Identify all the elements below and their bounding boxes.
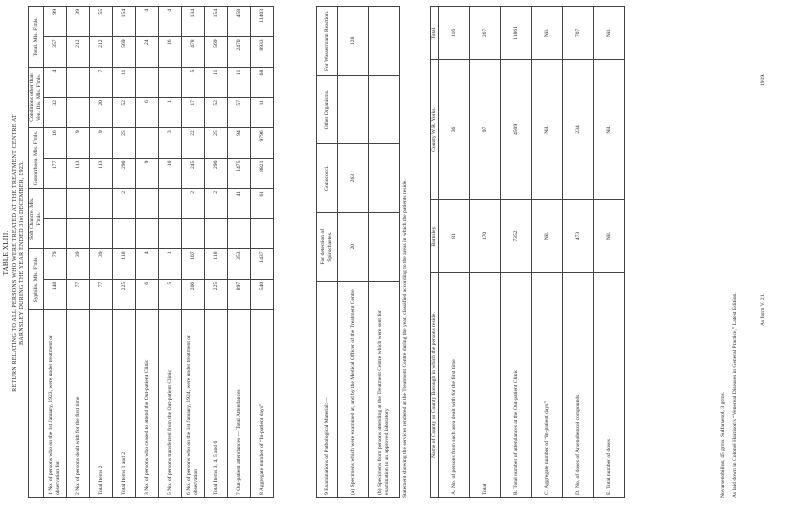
wass-value: 128 (338, 7, 369, 76)
row-label: 3 No. of persons who ceased to attend the Out-patient Clinic (136, 310, 159, 498)
cell-value: 22 (182, 128, 205, 158)
col-area: Name of County or County Borough in which the persons reside. (431, 273, 439, 498)
cell-value: 5 (159, 279, 182, 309)
col-total: Total. Mls. F'mls. (29, 7, 44, 68)
area-row-label: E. Total number of doses (594, 273, 625, 498)
cell-value: 94 (228, 128, 251, 158)
cell-value: 212 (67, 37, 90, 67)
area-cell-value: Nil. (532, 200, 563, 273)
cell-value: 11 (228, 67, 251, 97)
area-cell-value: Nil. (532, 59, 563, 199)
area-cell-value: Nil. (532, 7, 563, 60)
cell-value (67, 67, 90, 97)
area-cell-value: 473 (563, 200, 594, 273)
cell-value: 107 (182, 249, 205, 279)
cell-value: 8933 (251, 37, 274, 67)
cell-value: 11 (205, 67, 228, 97)
col-wr-yorks: County W.R. Yorks. (431, 59, 439, 199)
cell-value: 225 (113, 279, 136, 309)
cell-value: 16 (44, 128, 67, 158)
cell-value: 118 (205, 249, 228, 279)
cell-value (90, 188, 113, 218)
table-row (228, 7, 251, 498)
spiro-value: 20 (338, 212, 369, 281)
cell-value (136, 188, 159, 218)
col-gonococci: Gonococci. (317, 144, 338, 213)
area-cell-value: 11861 (501, 7, 532, 60)
cell-value (67, 98, 90, 128)
cell-value: 20 (90, 98, 113, 128)
cell-value: 113 (67, 158, 90, 188)
row-label: 5 No. of persons transferred from the Out-patient Clinic (159, 310, 182, 498)
cell-value: 245 (182, 158, 205, 188)
row-label: Total Items 3, 4, 5 and 6 (205, 310, 228, 498)
cell-value: 154 (113, 7, 136, 37)
area-cell-value: 4509 (501, 59, 532, 199)
cell-value: 357 (44, 37, 67, 67)
cell-value: 9 (90, 128, 113, 158)
table-row (439, 7, 470, 498)
cell-value: 5 (182, 67, 205, 97)
cell-value (159, 67, 182, 97)
gono-value: 263 (338, 144, 369, 213)
table-row (182, 7, 205, 498)
cell-value (159, 219, 182, 249)
area-cell-value: 97 (470, 59, 501, 199)
area-row-label: A. No. of persons from such area dealt with for the first time (439, 273, 470, 498)
cell-value: 11 (113, 67, 136, 97)
cell-value: 154 (205, 7, 228, 37)
cell-value (136, 219, 159, 249)
cell-value: 61 (251, 188, 274, 218)
cell-value: 9 (67, 128, 90, 158)
cell-value: 2470 (228, 37, 251, 67)
cell-value: 540 (251, 279, 274, 309)
cell-value: 134 (182, 7, 205, 37)
cell-value: 32 (44, 98, 67, 128)
cell-value: 68 (251, 67, 274, 97)
area-cell-value: 7352 (501, 200, 532, 273)
cell-value: 11 (251, 98, 274, 128)
col-barnsley: Barnsley. (431, 200, 439, 273)
area-cell-value: 170 (470, 200, 501, 273)
col-syphilis: Syphilis. Mls. F'mls. (29, 249, 44, 310)
report-title: RETURN RELATING TO ALL PERSONS WHO WERE TREATED AT THE TREATMENT CENTRE AT (11, 114, 18, 392)
cell-value (113, 219, 136, 249)
table-row (67, 7, 90, 498)
cell-value: 1 (159, 249, 182, 279)
table-row (159, 7, 182, 498)
cell-value: 4 (44, 67, 67, 97)
cell-value (182, 219, 205, 249)
table-row (563, 7, 594, 498)
cell-value: 9796 (251, 128, 274, 158)
cell-value: 39 (67, 249, 90, 279)
table-number: TABLE XLIII. (2, 230, 10, 276)
gono-b (369, 144, 400, 213)
row-label: 6 No. of persons who on the 1st January, 1924, were under treatment or observation (182, 310, 205, 498)
cell-value: 569 (205, 37, 228, 67)
cell-value: 79 (44, 249, 67, 279)
col-other-organisms: Other Organisms. (317, 75, 338, 144)
pathology-row-a: (a) Specimens which were examined at, and by the Medical Officer of the Treatment Centre (338, 281, 369, 497)
cell-value (136, 67, 159, 97)
row-label: 7 Out-patient attendances — Total Attendances (228, 310, 251, 498)
col-gonorrhoea: Gonorrhoea. Mls. F'mls. (29, 128, 44, 189)
drugs-used: Novarsenobillon, 45 grms. Sulfarsenol, 3 grms. (720, 391, 726, 498)
area-row-label: B. Total number of attendances at the Out-patient Clinic (501, 273, 532, 498)
cell-value: 10 (159, 158, 182, 188)
cell-value: 2 (205, 188, 228, 218)
col-area-total: Total. (431, 7, 439, 60)
cell-value (67, 188, 90, 218)
areas-table (430, 6, 625, 498)
cell-value: 7 (90, 67, 113, 97)
area-cell-value: 234 (563, 59, 594, 199)
cell-value: 290 (113, 158, 136, 188)
area-cell-value: Nil. (594, 7, 625, 60)
cell-value: 99 (44, 7, 67, 37)
cell-value: 25 (113, 128, 136, 158)
report-subtitle: BARNSLEY DURING THE YEAR ENDED 31st DECEMBER, 1923. (18, 161, 25, 345)
pathological-section (316, 6, 408, 498)
pathology-row-b: (b) Specimens from persons attending at the Treatment Centre which were sent for examination to an approved laboratory (369, 281, 400, 497)
cell-value: 225 (205, 279, 228, 309)
cell-value: 25 (205, 128, 228, 158)
cell-value: 55 (90, 7, 113, 37)
cell-value: 39 (67, 7, 90, 37)
area-row-label: D. No. of doses of Arsenobenzol compounds (563, 273, 594, 498)
table-row (113, 7, 136, 498)
cell-value: 1 (159, 98, 182, 128)
cell-value: 4 (136, 7, 159, 37)
cell-value: 118 (113, 249, 136, 279)
cell-value: 897 (228, 279, 251, 309)
cell-value: 478 (182, 37, 205, 67)
cell-value: 206 (182, 279, 205, 309)
other-b (369, 75, 400, 144)
cell-value: 77 (67, 279, 90, 309)
col-description (29, 310, 44, 498)
treatment-note: As laid down in Colonel Harrison's “Venereal Diseases in General Practice,” Latest Edition. (732, 292, 738, 498)
cell-value: 11403 (251, 7, 274, 37)
area-cell-value: Nil. (594, 59, 625, 199)
table-row (470, 7, 501, 498)
cell-value: 177 (44, 158, 67, 188)
footer-year: 1919. (760, 73, 766, 86)
cell-value: 39 (90, 249, 113, 279)
cell-value (44, 188, 67, 218)
col-wassermann: For Wassermann Reaction. (317, 7, 338, 76)
row-label: 2 No. of persons dealt with for the first time (67, 310, 90, 498)
cell-value: 17 (182, 98, 205, 128)
pathology-table (316, 6, 400, 498)
cell-value (251, 219, 274, 249)
cell-value: 1475 (228, 158, 251, 188)
cell-value: 6 (136, 98, 159, 128)
cell-value: 3 (159, 128, 182, 158)
wass-b (369, 7, 400, 76)
area-cell-value: Nil. (594, 200, 625, 273)
table-row (136, 7, 159, 498)
other-value (338, 75, 369, 144)
cell-value: 41 (228, 188, 251, 218)
table-row (251, 7, 274, 498)
row-label: Total Items 2 (90, 310, 113, 498)
area-cell-value: 116 (439, 7, 470, 60)
cell-value (136, 128, 159, 158)
row-label: 8 Aggregate number of “In-patient days” (251, 310, 274, 498)
area-cell-value: 36 (439, 59, 470, 199)
cell-value (159, 188, 182, 218)
area-row-label: C. Aggregate number of “In-patient days” (532, 273, 563, 498)
cell-value: 569 (113, 37, 136, 67)
table-row (90, 7, 113, 498)
cell-value (44, 219, 67, 249)
pathology-title: 9 Examinations of Pathological Material:— (317, 281, 338, 497)
cell-value (228, 219, 251, 249)
areas-intro: Statement showing the services rendered at the Treatment Centre during the year, classified according to the areas in which the patients reside. (402, 179, 408, 498)
cell-value: 458 (228, 7, 251, 37)
area-cell-value: 267 (470, 7, 501, 60)
table-row (501, 7, 532, 498)
cell-value: 212 (90, 37, 113, 67)
cell-value: 52 (205, 98, 228, 128)
col-spirochaetes: For detection of Spirochaetes. (317, 212, 338, 281)
area-cell-value: 81 (439, 200, 470, 273)
row-label: 1 No. of persons who on the 1st January, 1923, were under treatment or observation for (44, 310, 67, 498)
cell-value: 77 (90, 279, 113, 309)
cell-value: 1437 (251, 249, 274, 279)
cell-value: 6 (136, 279, 159, 309)
table-row (594, 7, 625, 498)
cell-value: 9 (136, 158, 159, 188)
table-row (205, 7, 228, 498)
cell-value: 2 (113, 188, 136, 218)
cell-value (67, 219, 90, 249)
cell-value: 353 (228, 249, 251, 279)
spiro-b (369, 212, 400, 281)
col-soft-chancre: Soft Chancre. Mls. F'mls. (29, 188, 44, 249)
cell-value: 4 (136, 249, 159, 279)
cell-value: 148 (44, 279, 67, 309)
cell-value (90, 219, 113, 249)
cell-value: 16 (159, 37, 182, 67)
cell-value: 290 (205, 158, 228, 188)
cell-value: 52 (113, 98, 136, 128)
cell-value (205, 219, 228, 249)
cell-value: 24 (136, 37, 159, 67)
cell-value: 57 (228, 98, 251, 128)
cell-value: 4 (159, 7, 182, 37)
table-row (44, 7, 67, 498)
col-other-conditions: Conditions other than Ven. Dis. Mls. F'mls. (29, 67, 44, 128)
area-cell-value: 707 (563, 7, 594, 60)
footer-form: As form V. 21. (760, 293, 766, 326)
table-row (532, 7, 563, 498)
area-row-label: Total (470, 273, 501, 498)
cell-value: 113 (90, 158, 113, 188)
row-label: Total Items 1 and 2 (113, 310, 136, 498)
cell-value: 8821 (251, 158, 274, 188)
persons-table (28, 6, 274, 498)
cell-value: 2 (182, 188, 205, 218)
